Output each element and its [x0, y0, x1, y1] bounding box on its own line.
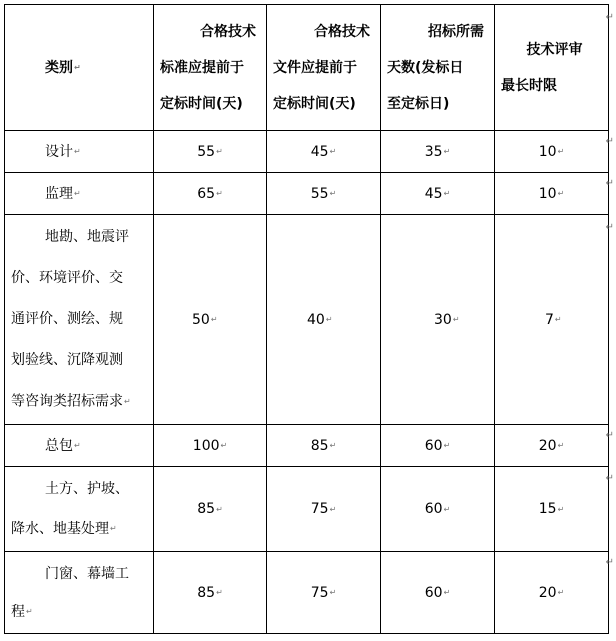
cell-value: 85↵ [154, 552, 267, 634]
row-category: 地勘、地震评 价、环境评价、交 通评价、测绘、规 划验线、沉降观测 等咨询类招标需求↵ [5, 215, 154, 425]
header-review-limit: 技术评审 最长时限 [495, 5, 609, 131]
row-end-mark-icon: ↵ [605, 178, 614, 189]
paragraph-mark-icon: ↵ [74, 62, 81, 72]
header-tech-standard: 合格技术 标准应提前于 定标时间(天) [154, 5, 267, 131]
header-category: 类别↵ [5, 5, 154, 131]
row-end-mark-icon: ↵ [605, 430, 614, 441]
header-tech-document: 合格技术 文件应提前于 定标时间(天) [267, 5, 381, 131]
cell-value: 60↵ [381, 552, 495, 634]
table-row [5, 173, 609, 215]
header-row [5, 5, 609, 131]
cell-value: 15↵ [495, 467, 609, 552]
row-end-mark-icon: ↵ [605, 12, 614, 23]
row-end-mark-icon: ↵ [605, 557, 614, 568]
row-category: 设计↵ [5, 131, 154, 173]
row-category: 总包↵ [5, 425, 154, 467]
cell-value: 85↵ [154, 467, 267, 552]
cell-value: 35↵ [381, 131, 495, 173]
header-tender-days: 招标所需 天数(发标日 至定标日) [381, 5, 495, 131]
table-row [5, 467, 609, 552]
row-category: 土方、护坡、 降水、地基处理↵ [5, 467, 154, 552]
cell-value: 45↵ [381, 173, 495, 215]
row-end-mark-icon: ↵ [605, 473, 614, 484]
row-category: 监理↵ [5, 173, 154, 215]
cell-value: 55↵ [154, 131, 267, 173]
data-table [4, 4, 609, 634]
cell-value: 75↵ [267, 552, 381, 634]
cell-value: 45↵ [267, 131, 381, 173]
cell-value: 65↵ [154, 173, 267, 215]
row-end-mark-icon: ↵ [605, 222, 614, 233]
table-row [5, 215, 609, 425]
row-end-mark-icon: ↵ [605, 136, 614, 147]
cell-value: 100↵ [154, 425, 267, 467]
cell-value: 60↵ [381, 467, 495, 552]
cell-value: 7↵ [495, 215, 609, 425]
cell-value: 30↵ [381, 215, 495, 425]
cell-value: 55↵ [267, 173, 381, 215]
table-row [5, 131, 609, 173]
cell-value: 40↵ [267, 215, 381, 425]
table-row [5, 425, 609, 467]
cell-value: 50↵ [154, 215, 267, 425]
table-row [5, 552, 609, 634]
cell-value: 10↵ [495, 173, 609, 215]
row-category: 门窗、幕墙工 程↵ [5, 552, 154, 634]
cell-value: 85↵ [267, 425, 381, 467]
cell-value: 10↵ [495, 131, 609, 173]
cell-value: 75↵ [267, 467, 381, 552]
cell-value: 20↵ [495, 425, 609, 467]
cell-value: 60↵ [381, 425, 495, 467]
cell-value: 20↵ [495, 552, 609, 634]
